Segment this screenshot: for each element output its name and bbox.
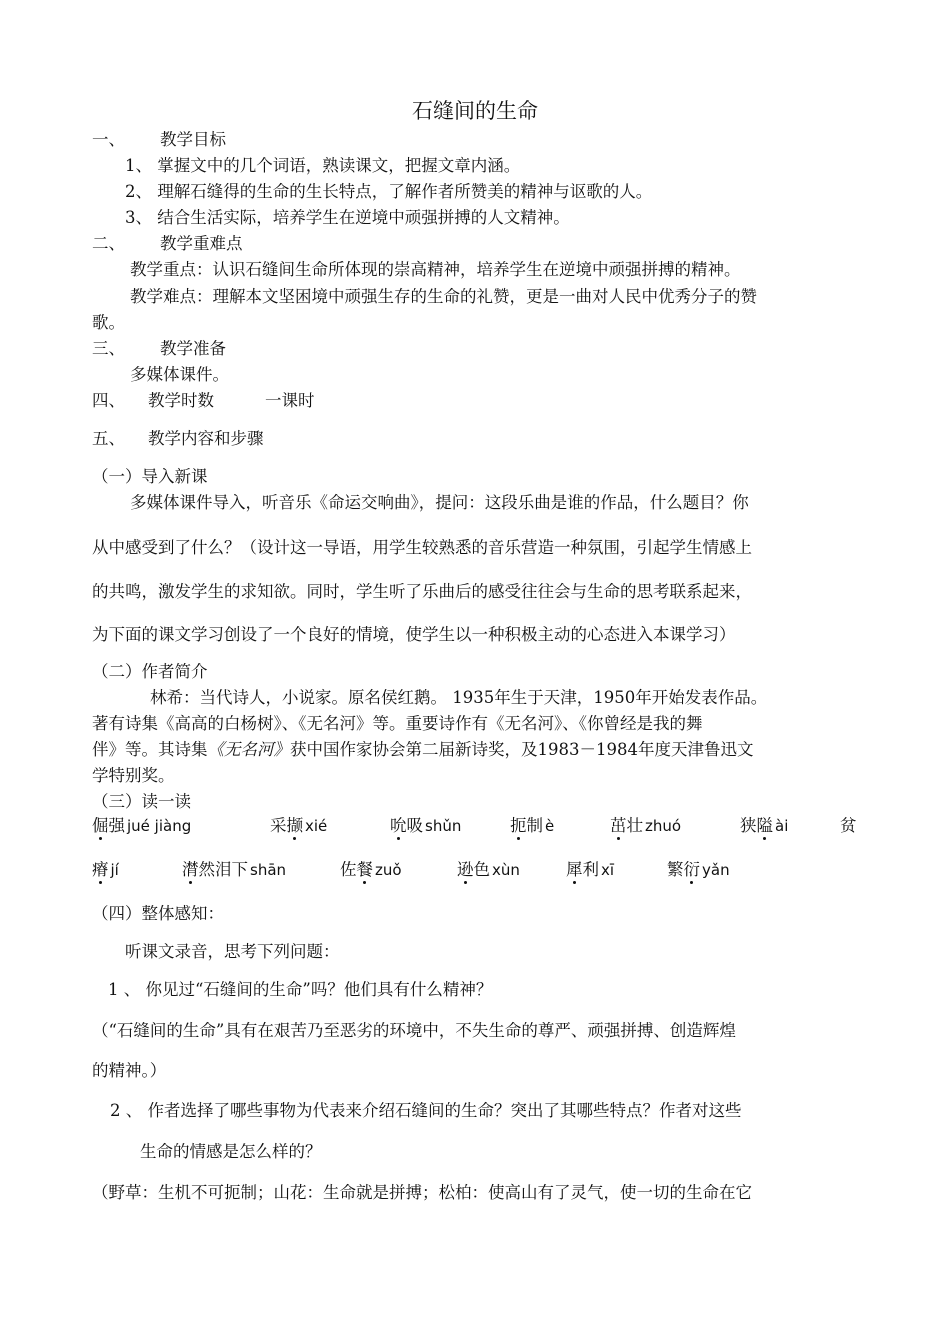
question-2-line-1: 2 、 作者选择了哪些事物为代表来介绍石缝间的生命？突出了其哪些特点？作者对这些 (110, 1101, 742, 1120)
intro-line-4: 为下面的课文学习创设了一个良好的情境，使学生以一种积极主动的心态进入本课学习） (92, 625, 736, 644)
section-1-number: 一、 (92, 130, 125, 149)
author-line-4: 学特别奖。 (92, 766, 175, 785)
vocab-word: 扼制 è (510, 816, 555, 835)
pinyin: xùn (492, 861, 520, 879)
key-point: 教学重点：认识石缝间生命所体现的崇高精神，培养学生在逆境中顽强拼搏的精神。 (130, 260, 741, 279)
difficulty-line-2: 歌。 (92, 313, 125, 332)
section-2-number: 二、 (92, 234, 125, 253)
section-5-number: 五、 (92, 429, 125, 448)
pinyin: yǎn (702, 861, 730, 879)
goal-item-1: 1、 掌握文中的几个词语，熟读课文，把握文章内涵。 (125, 156, 521, 175)
goal-item-3: 3、 结合生活实际，培养学生在逆境中顽强拼搏的人文精神。 (125, 208, 570, 227)
goal-item-2: 2、 理解石缝得的生命的生长特点，了解作者所赞美的精神与讴歌的人。 (125, 182, 653, 201)
vocab-word: 吮吸 shǔn (390, 816, 462, 835)
part-4-intro: 听课文录音，思考下列问题： (125, 942, 340, 961)
pinyin: è (545, 817, 555, 835)
answer-1-line-1: （“石缝间的生命”具有在艰苦乃至恶劣的环境中，不失生命的尊严、顽强拼搏、创造辉煌 (92, 1021, 736, 1040)
dotted-char: 衍 (683, 860, 700, 879)
question-1: 1 、 你见过“石缝间的生命”吗？他们具有什么精神？ (108, 980, 493, 999)
dotted-char: 瘠 (92, 860, 109, 879)
vocab-word: 逊色 xùn (457, 860, 520, 879)
section-3-number: 三、 (92, 339, 125, 358)
vocab-word (92, 859, 119, 881)
answer-2-line-1: （野草：生机不可扼制；山花：生命就是拼搏；松柏：使高山有了灵气，使一切的生命在它 (92, 1183, 752, 1202)
intro-line-3: 的共鸣，激发学生的求知欲。同时，学生听了乐曲后的感受往往会与生命的思考联系起来， (92, 582, 752, 601)
part-1-heading: （一）导入新课 (92, 467, 208, 486)
vocab-word: 繁衍 yǎn (667, 860, 730, 879)
pinyin: zuǒ (375, 861, 402, 879)
question-2-line-2: 生命的情感是怎么样的？ (140, 1142, 322, 1161)
answer-1-line-2: 的精神。） (92, 1061, 167, 1080)
intro-line-2: 从中感受到了什么？（设计这一导语，用学生较熟悉的音乐营造一种氛围，引起学生情感上 (92, 538, 752, 557)
section-1-heading: 教学目标 (160, 130, 226, 149)
vocab-word: 茁壮 zhuó (610, 816, 682, 835)
dotted-char: 逊 (457, 860, 474, 879)
section-4-heading: 教学时数 (148, 391, 214, 410)
part-4-heading: （四）整体感知： (92, 904, 224, 923)
pinyin: xī (601, 861, 615, 879)
section-5-heading: 教学内容和步骤 (148, 429, 264, 448)
vocab-word: 倔强 jué jiàng (92, 816, 192, 835)
author-line-3b: 获中国作家协会第二届新诗奖，及1983－1984年度天津鲁迅文 (290, 740, 754, 759)
dotted-char: 扼 (510, 816, 527, 835)
author-line-3a: 伴》等。其诗集 (92, 740, 208, 759)
section-2-heading: 教学重难点 (160, 234, 243, 253)
vocab-word: 潸然泪下 shān (182, 860, 287, 879)
intro-line-1: 多媒体课件导入，听音乐《命运交响曲》，提问：这段乐曲是谁的作品，什么题目？你 (130, 493, 749, 512)
section-4-value: 一课时 (265, 391, 315, 410)
vocab-word: 狭隘 ài (740, 816, 789, 835)
page-title: 石缝间的生命 (412, 99, 538, 123)
pinyin: jué jiàng (127, 817, 192, 835)
preparation-text: 多媒体课件。 (130, 365, 229, 384)
pinyin: xié (305, 817, 328, 835)
vocab-word: 采撷 xié (270, 816, 328, 835)
pinyin: shān (250, 861, 287, 879)
part-3-heading: （三）读一读 (92, 792, 191, 811)
pinyin: jí (110, 861, 119, 879)
dotted-char: 茁 (610, 816, 627, 835)
vocab-word: 贫 (840, 816, 857, 835)
dotted-char: 吮 (390, 816, 407, 835)
part-2-heading: （二）作者简介 (92, 662, 208, 681)
pinyin: zhuó (645, 817, 682, 835)
vocab-word: 犀利 xī (566, 860, 615, 879)
dotted-char: 撷 (286, 816, 303, 835)
author-line-3 (92, 739, 753, 761)
dotted-char: 潸 (182, 860, 199, 879)
dotted-char: 倔 (92, 816, 109, 835)
vocab-word: 佐餐 zuǒ (340, 860, 402, 879)
pinyin: ài (775, 817, 789, 835)
section-3-heading: 教学准备 (160, 339, 226, 358)
dotted-char: 犀 (566, 860, 583, 879)
author-line-1: 林希：当代诗人，小说家。原名侯红鹅。 1935年生于天津，1950年开始发表作品。 (150, 688, 768, 707)
book-title: 《无名河》 (207, 740, 290, 759)
dotted-char: 餐 (356, 860, 373, 879)
section-4-number: 四、 (92, 391, 125, 410)
author-line-2: 著有诗集《高高的白杨树》、《无名河》等。重要诗作有《无名河》、《你曾经是我的舞 (92, 714, 703, 733)
difficulty-line-1: 教学难点：理解本文坚困境中顽强生存的生命的礼赞，更是一曲对人民中优秀分子的赞 (130, 287, 757, 306)
pinyin: shǔn (425, 817, 462, 835)
dotted-char: 隘 (756, 816, 773, 835)
